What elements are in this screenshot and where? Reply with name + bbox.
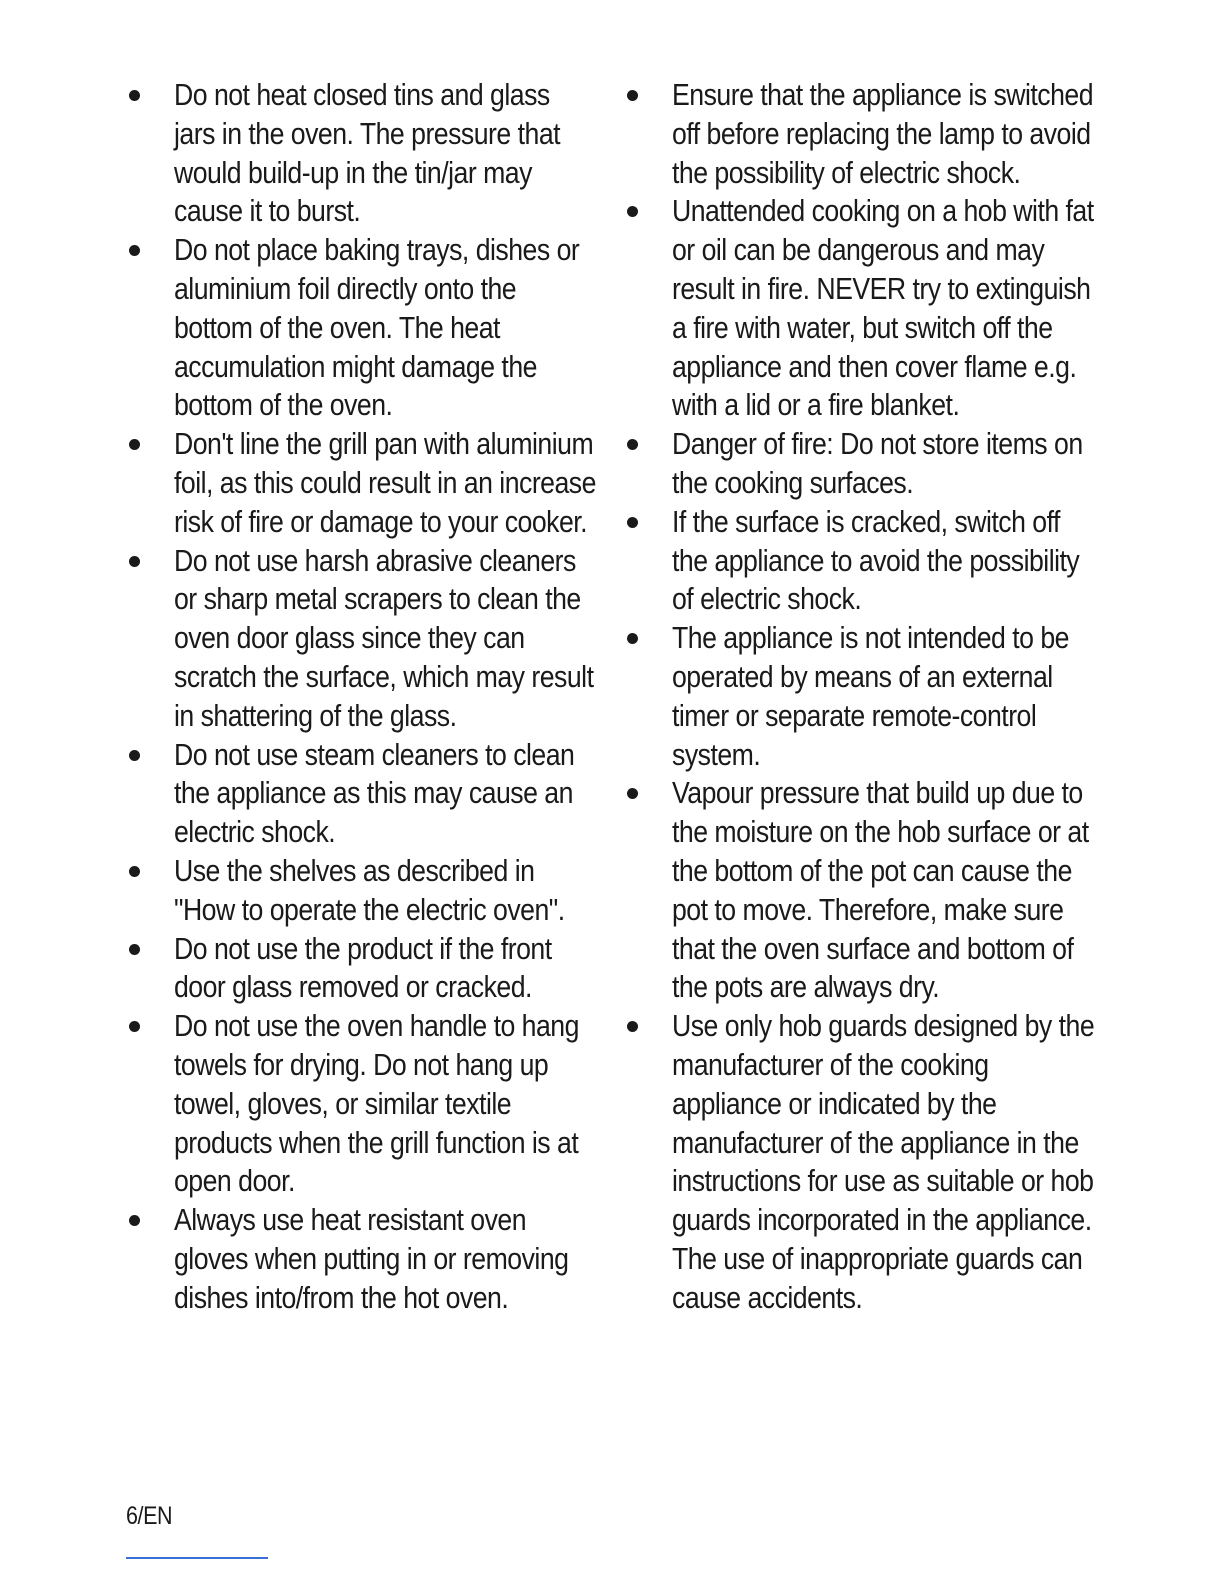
bullet-icon bbox=[627, 439, 638, 450]
bullet-icon bbox=[627, 90, 638, 101]
list-item bbox=[626, 76, 1096, 192]
list-item bbox=[128, 930, 598, 1008]
page-number: 6/EN bbox=[126, 1502, 173, 1530]
list-item bbox=[626, 774, 1096, 1007]
bullet-icon bbox=[627, 1021, 638, 1032]
bullet-icon bbox=[627, 788, 638, 799]
list-item-text: Do not use harsh abrasive cleaners or sharp metal scrapers to clean the oven door glass since they can scratch the surface, which may result in shattering of the glass. bbox=[174, 542, 594, 733]
list-item-text: Don't line the grill pan with aluminium foil, as this could result in an increase risk of fire or damage to your cooker. bbox=[174, 426, 596, 539]
list-item-text: The appliance is not intended to be operated by means of an external timer or separate remote-control system. bbox=[672, 620, 1069, 772]
list-item bbox=[626, 619, 1096, 774]
list-item bbox=[128, 1201, 598, 1317]
list-item-text: Danger of fire: Do not store items on the cooking surfaces. bbox=[672, 426, 1083, 500]
footer-divider bbox=[126, 1557, 268, 1559]
bullet-icon bbox=[129, 1215, 140, 1226]
bullet-icon bbox=[129, 245, 140, 256]
list-item bbox=[128, 76, 598, 231]
list-item bbox=[626, 425, 1096, 503]
list-item-text: Do not use the oven handle to hang towels for drying. Do not hang up towel, gloves, or similar textile products when the grill function is at open door. bbox=[174, 1008, 579, 1199]
list-item-text: Vapour pressure that build up due to the moisture on the hob surface or at the bottom of the pot can cause the pot to move. Therefore, make sure that the oven surface and bottom of the pots are always dry. bbox=[672, 775, 1089, 1005]
list-item bbox=[128, 542, 598, 736]
bullet-icon bbox=[129, 866, 140, 877]
list-item-text: Use only hob guards designed by the manufacturer of the cooking appliance or indicated by the manufacturer of the appliance in the instructions for use as suitable or hob guards incorporated in the appliance. The use of inappropriate guards can cause accidents. bbox=[672, 1008, 1095, 1315]
list-item-text: Ensure that the appliance is switched off before replacing the lamp to avoid the possibility of electric shock. bbox=[672, 77, 1094, 190]
bullet-icon bbox=[129, 750, 140, 761]
list-item bbox=[128, 231, 598, 425]
list-item bbox=[128, 425, 598, 541]
list-item-text: Do not place baking trays, dishes or aluminium foil directly onto the bottom of the oven. The heat accumulation might damage the bottom of the oven. bbox=[174, 232, 580, 423]
list-item bbox=[128, 736, 598, 852]
bullet-icon bbox=[627, 517, 638, 528]
bullet-icon bbox=[627, 633, 638, 644]
list-item bbox=[128, 852, 598, 930]
list-item-text: Use the shelves as described in "How to operate the electric oven". bbox=[174, 852, 565, 927]
list-item-text: Always use heat resistant oven gloves when putting in or removing dishes into/from the hot oven. bbox=[174, 1202, 569, 1315]
list-item-text: Do not use steam cleaners to clean the appliance as this may cause an electric shock. bbox=[174, 736, 575, 850]
right-column-list bbox=[626, 76, 1096, 1318]
left-column-list bbox=[128, 76, 598, 1318]
list-item-text: Do not heat closed tins and glass jars in the oven. The pressure that would build-up in the tin/jar may cause it to burst. bbox=[174, 77, 561, 229]
list-item bbox=[626, 503, 1096, 619]
list-item bbox=[128, 1007, 598, 1201]
list-item bbox=[626, 1007, 1096, 1317]
bullet-icon bbox=[129, 1021, 140, 1032]
bullet-icon bbox=[129, 944, 140, 955]
list-item-text: Do not use the product if the front door glass removed or cracked. bbox=[174, 930, 552, 1005]
list-item bbox=[626, 192, 1096, 425]
bullet-icon bbox=[627, 206, 638, 217]
bullet-icon bbox=[129, 439, 140, 450]
bullet-icon bbox=[129, 90, 140, 101]
list-item-text: If the surface is cracked, switch off the appliance to avoid the possibility of electric shock. bbox=[672, 503, 1080, 617]
list-item-text: Unattended cooking on a hob with fat or oil can be dangerous and may result in fire. NEVER try to extinguish a fire with water, but switch off the appliance and then cover flame e.g. with a lid or a fire blanket. bbox=[672, 193, 1094, 423]
bullet-icon bbox=[129, 556, 140, 567]
